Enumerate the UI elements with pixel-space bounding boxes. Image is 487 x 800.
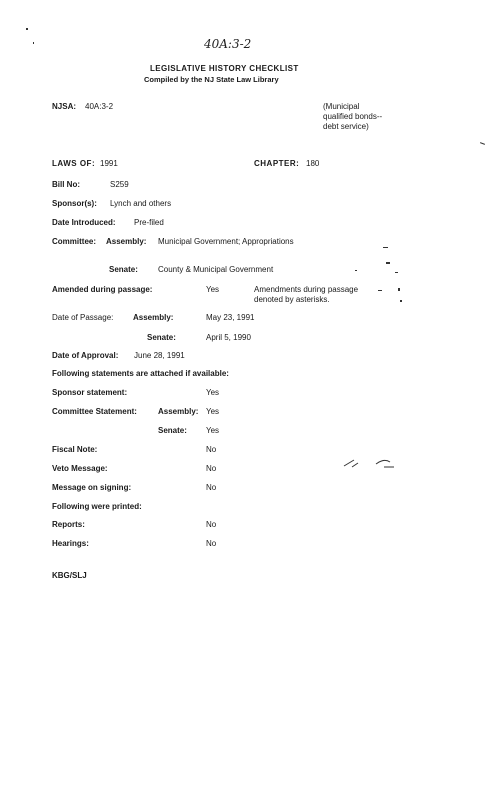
document-title: LEGISLATIVE HISTORY CHECKLIST xyxy=(150,64,299,73)
passage-senate-label: Senate: xyxy=(147,333,176,342)
initials: KBG/SLJ xyxy=(52,571,87,580)
passage-assembly-label: Assembly: xyxy=(133,313,174,322)
amended-note-line-2: denoted by asterisks. xyxy=(254,295,330,304)
laws-of-value: 1991 xyxy=(100,159,118,168)
date-introduced-value: Pre-filed xyxy=(134,218,164,227)
sponsor-statement-label: Sponsor statement: xyxy=(52,388,128,397)
description-line-2: qualified bonds-- xyxy=(323,112,383,121)
committee-statement-senate-value: Yes xyxy=(206,426,220,435)
document-subtitle: Compiled by the NJ State Law Library xyxy=(144,75,279,84)
fiscal-note-value: No xyxy=(206,445,217,454)
veto-message-value: No xyxy=(206,464,217,473)
description-line-3: debt service) xyxy=(323,122,369,131)
chapter-value: 180 xyxy=(306,159,320,168)
statements-heading: Following statements are attached if available: xyxy=(52,369,229,378)
committee-assembly-label: Assembly: xyxy=(106,237,147,246)
committee-assembly-value: Municipal Government; Appropriations xyxy=(158,237,294,246)
amended-value: Yes xyxy=(206,285,220,294)
date-introduced-label: Date Introduced: xyxy=(52,218,116,227)
bill-no-label: Bill No: xyxy=(52,180,80,189)
committee-statement-assembly-value: Yes xyxy=(206,407,220,416)
message-on-signing-value: No xyxy=(206,483,217,492)
reports-label: Reports: xyxy=(52,520,85,529)
handwritten-reference: 40A:3-2 xyxy=(204,37,252,51)
veto-message-label: Veto Message: xyxy=(52,464,108,473)
passage-assembly-value: May 23, 1991 xyxy=(206,313,255,322)
bill-no-value: S259 xyxy=(110,180,129,189)
sponsors-value: Lynch and others xyxy=(110,199,172,208)
laws-of-label: LAWS OF: xyxy=(52,159,96,168)
committee-statement-label: Committee Statement: xyxy=(52,407,137,416)
committee-senate-value: County & Municipal Government xyxy=(158,265,274,274)
date-of-approval-label: Date of Approval: xyxy=(52,351,119,360)
reports-value: No xyxy=(206,520,217,529)
njsa-value: 40A:3-2 xyxy=(85,102,114,111)
message-on-signing-label: Message on signing: xyxy=(52,483,132,492)
amended-label: Amended during passage: xyxy=(52,285,153,294)
committee-statement-assembly-label: Assembly: xyxy=(158,407,199,416)
date-of-passage-label: Date of Passage: xyxy=(52,313,114,322)
passage-senate-value: April 5, 1990 xyxy=(206,333,251,342)
committee-senate-label: Senate: xyxy=(109,265,138,274)
committee-label: Committee: xyxy=(52,237,97,246)
committee-statement-senate-label: Senate: xyxy=(158,426,187,435)
njsa-label: NJSA: xyxy=(52,102,77,111)
printed-heading: Following were printed: xyxy=(52,502,142,511)
hearings-label: Hearings: xyxy=(52,539,89,548)
hearings-value: No xyxy=(206,539,217,548)
chapter-label: CHAPTER: xyxy=(254,159,300,168)
amended-note-line-1: Amendments during passage xyxy=(254,285,359,294)
date-of-approval-value: June 28, 1991 xyxy=(134,351,185,360)
description-line-1: (Municipal xyxy=(323,102,360,111)
sponsors-label: Sponsor(s): xyxy=(52,199,97,208)
sponsor-statement-value: Yes xyxy=(206,388,220,397)
fiscal-note-label: Fiscal Note: xyxy=(52,445,98,454)
scribble-icon xyxy=(340,452,400,472)
